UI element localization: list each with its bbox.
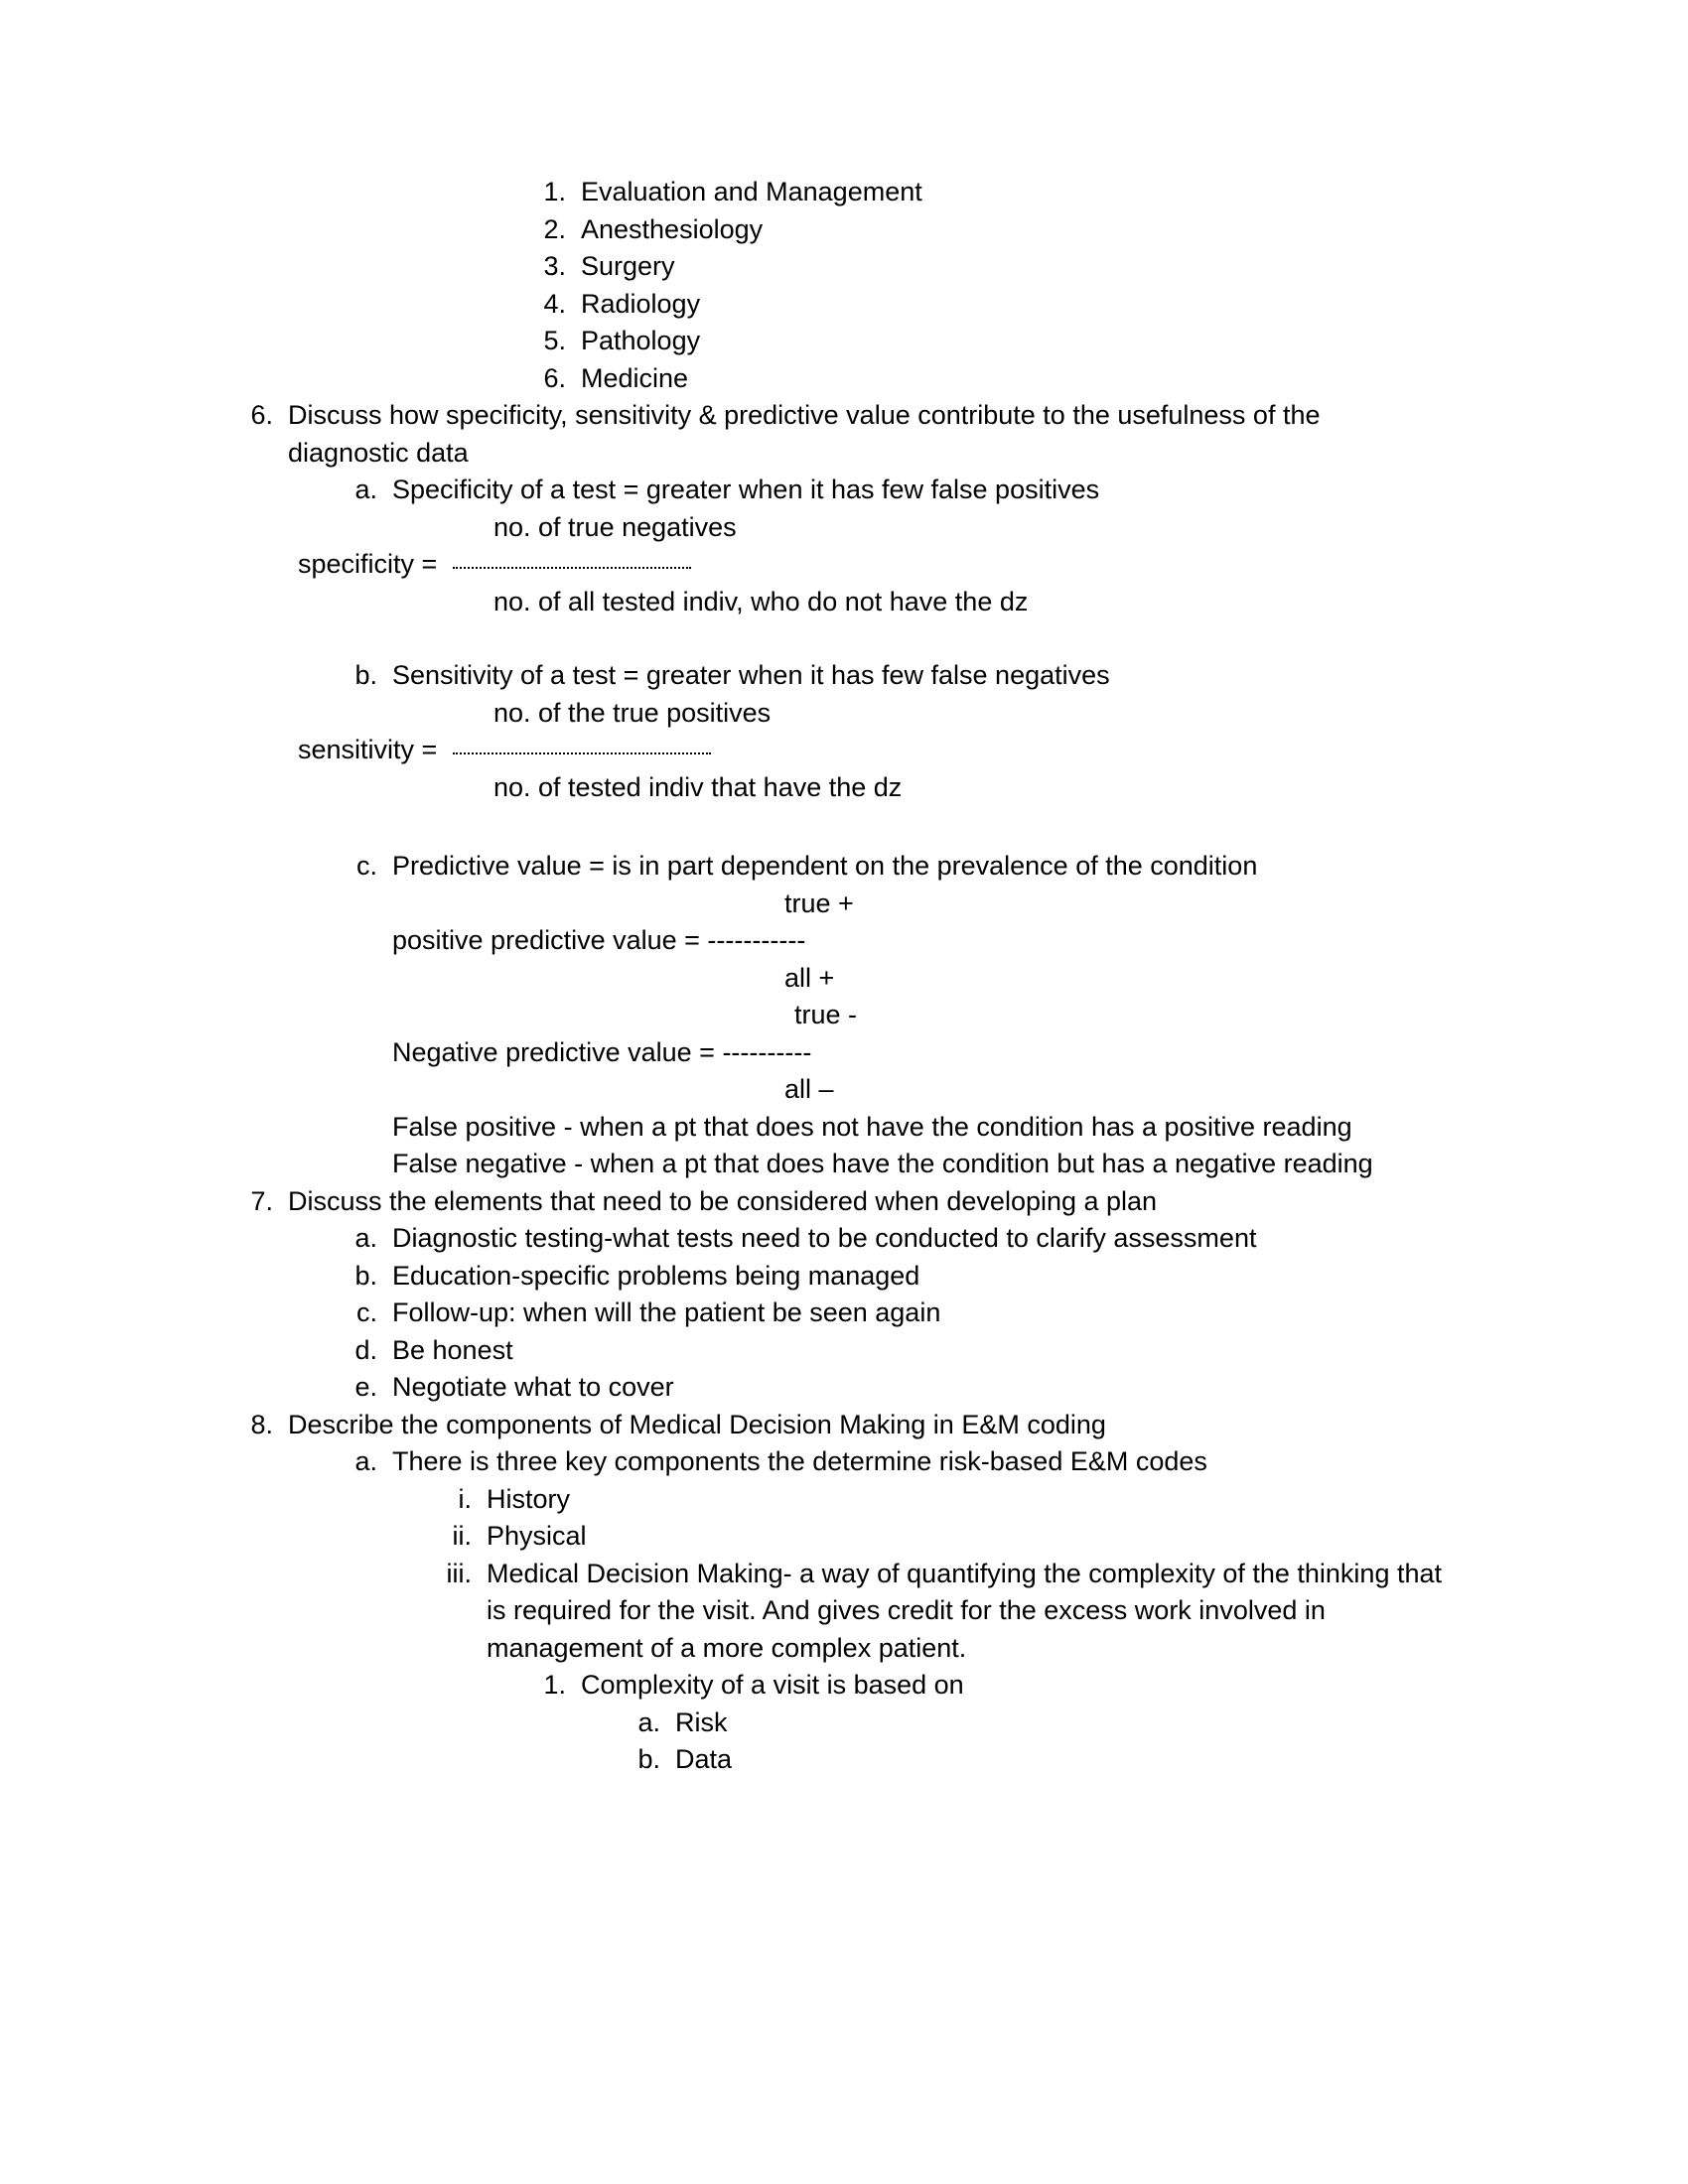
outline-item-8a-iii bbox=[446, 1556, 1447, 1668]
list-marker: 8. bbox=[250, 1409, 273, 1439]
list-item bbox=[543, 323, 1445, 360]
outline-item-7d bbox=[354, 1332, 1447, 1370]
ppv-numerator: true + bbox=[784, 887, 854, 918]
outline-item-7b bbox=[354, 1258, 1447, 1296]
outline-item-6 bbox=[250, 397, 1447, 472]
spacer bbox=[0, 620, 1688, 657]
list-marker: a. bbox=[354, 1446, 377, 1476]
specificity-label: specificity = bbox=[298, 549, 445, 579]
list-marker: i. bbox=[458, 1483, 472, 1514]
outline-item-complexity bbox=[543, 1667, 1447, 1705]
outline-item-complexity-a bbox=[637, 1705, 1447, 1742]
list-marker: e. bbox=[354, 1372, 377, 1402]
outline-item-8 bbox=[250, 1407, 1447, 1444]
specificity-denominator: no. of all tested indiv, who do not have the dz bbox=[493, 586, 1029, 616]
list-marker: c. bbox=[355, 1297, 377, 1327]
list-marker: 6. bbox=[543, 362, 566, 393]
outline-item-7a bbox=[354, 1220, 1447, 1258]
sensitivity-formula-row bbox=[298, 732, 1688, 769]
list-item-text: Anesthesiology bbox=[581, 213, 764, 244]
outline-item-8a bbox=[354, 1443, 1447, 1481]
list-marker: c. bbox=[355, 851, 377, 881]
outline-item-6a-text: Specificity of a test = greater when it has few false positives bbox=[392, 475, 1100, 504]
list-marker: 1. bbox=[543, 177, 566, 206]
list-marker: b. bbox=[637, 1744, 660, 1774]
list-marker: d. bbox=[354, 1334, 377, 1365]
outline-item-6-text: Discuss how specificity, sensitivity & predictive value contribute to the usefulness of the diagnostic data bbox=[288, 400, 1321, 468]
list-marker: 4. bbox=[543, 288, 566, 319]
outline-item-7e-text: Negotiate what to cover bbox=[392, 1372, 674, 1402]
fraction-bar bbox=[453, 567, 691, 569]
list-item bbox=[543, 286, 1445, 324]
outline-item-complexity-a-text: Risk bbox=[675, 1706, 728, 1737]
list-item bbox=[543, 174, 1445, 211]
list-item-text: Pathology bbox=[581, 326, 701, 355]
list-marker: 6. bbox=[250, 400, 273, 430]
outline-item-7-text: Discuss the elements that need to be considered when developing a plan bbox=[288, 1185, 1158, 1216]
specificity-formula-row bbox=[298, 546, 1688, 584]
fraction-bar bbox=[453, 752, 711, 754]
list-marker: 1. bbox=[543, 1670, 566, 1700]
outline-item-6b bbox=[354, 657, 1447, 695]
false-positive-definition: False positive - when a pt that does not have the condition has a positive reading bbox=[392, 1111, 1352, 1142]
list-item-text: Surgery bbox=[581, 251, 675, 281]
specificity-numerator: no. of true negatives bbox=[493, 511, 737, 542]
list-marker: 5. bbox=[543, 326, 566, 355]
list-marker: a. bbox=[354, 1223, 377, 1253]
list-marker: a. bbox=[637, 1706, 660, 1737]
outline-item-6a bbox=[354, 472, 1447, 509]
list-item-text: Evaluation and Management bbox=[581, 177, 922, 206]
list-marker: b. bbox=[354, 1260, 377, 1291]
outline-item-7d-text: Be honest bbox=[392, 1334, 513, 1365]
outline-item-8a-ii bbox=[452, 1518, 1447, 1556]
list-marker: b. bbox=[354, 660, 377, 690]
outline-item-8-text: Describe the components of Medical Decision Making in E&M coding bbox=[288, 1409, 1106, 1439]
outline-item-8a-ii-text: Physical bbox=[487, 1521, 587, 1551]
spacer bbox=[0, 806, 1688, 848]
sensitivity-label: sensitivity = bbox=[298, 735, 445, 764]
list-item bbox=[543, 211, 1445, 249]
npv-numerator: true - bbox=[794, 1000, 858, 1029]
list-item-text: Medicine bbox=[581, 362, 689, 393]
outline-item-7c bbox=[355, 1295, 1447, 1332]
outline-item-complexity-b bbox=[637, 1741, 1447, 1779]
outline-item-6c-text: Predictive value = is in part dependent on the prevalence of the condition bbox=[392, 851, 1258, 881]
ppv-denominator: all + bbox=[784, 962, 835, 993]
npv-label: Negative predictive value = ---------- bbox=[392, 1036, 812, 1067]
outline-item-complexity-text: Complexity of a visit is based on bbox=[581, 1670, 964, 1700]
list-item bbox=[543, 248, 1445, 286]
outline-item-7e bbox=[354, 1369, 1447, 1407]
outline-item-7 bbox=[250, 1183, 1447, 1221]
outline-item-8a-text: There is three key components the determine risk-based E&M codes bbox=[392, 1446, 1207, 1476]
list-item-text: Radiology bbox=[581, 288, 701, 319]
list-marker: 7. bbox=[250, 1185, 273, 1216]
outline-item-6b-text: Sensitivity of a test = greater when it has few false negatives bbox=[392, 660, 1110, 690]
npv-denominator: all – bbox=[784, 1074, 834, 1104]
outline-item-6c bbox=[355, 848, 1447, 886]
outline-item-8a-i-text: History bbox=[487, 1483, 571, 1514]
list-item bbox=[543, 360, 1445, 398]
list-marker: a. bbox=[354, 475, 377, 504]
sensitivity-denominator: no. of tested indiv that have the dz bbox=[493, 771, 903, 802]
ppv-label: positive predictive value = ----------- bbox=[392, 925, 806, 955]
outline-item-8a-i bbox=[458, 1481, 1447, 1519]
list-marker: iii. bbox=[446, 1558, 472, 1588]
sensitivity-numerator: no. of the true positives bbox=[493, 697, 772, 728]
list-marker: 2. bbox=[543, 213, 566, 244]
list-marker: ii. bbox=[452, 1521, 472, 1551]
outline-item-7c-text: Follow-up: when will the patient be seen again bbox=[392, 1297, 941, 1327]
outline-item-8a-iii-text: Medical Decision Making- a way of quantifying the complexity of the thinking that is required for the visit. And gives credit for the excess work involved in management of a more complex patient. bbox=[487, 1558, 1442, 1663]
list-marker: 3. bbox=[543, 251, 566, 281]
false-negative-definition: False negative - when a pt that does have the condition but has a negative reading bbox=[392, 1149, 1373, 1178]
outline-item-7a-text: Diagnostic testing-what tests need to be conducted to clarify assessment bbox=[392, 1223, 1257, 1253]
outline-item-7b-text: Education-specific problems being managed bbox=[392, 1260, 920, 1291]
outline-item-complexity-b-text: Data bbox=[675, 1744, 733, 1774]
